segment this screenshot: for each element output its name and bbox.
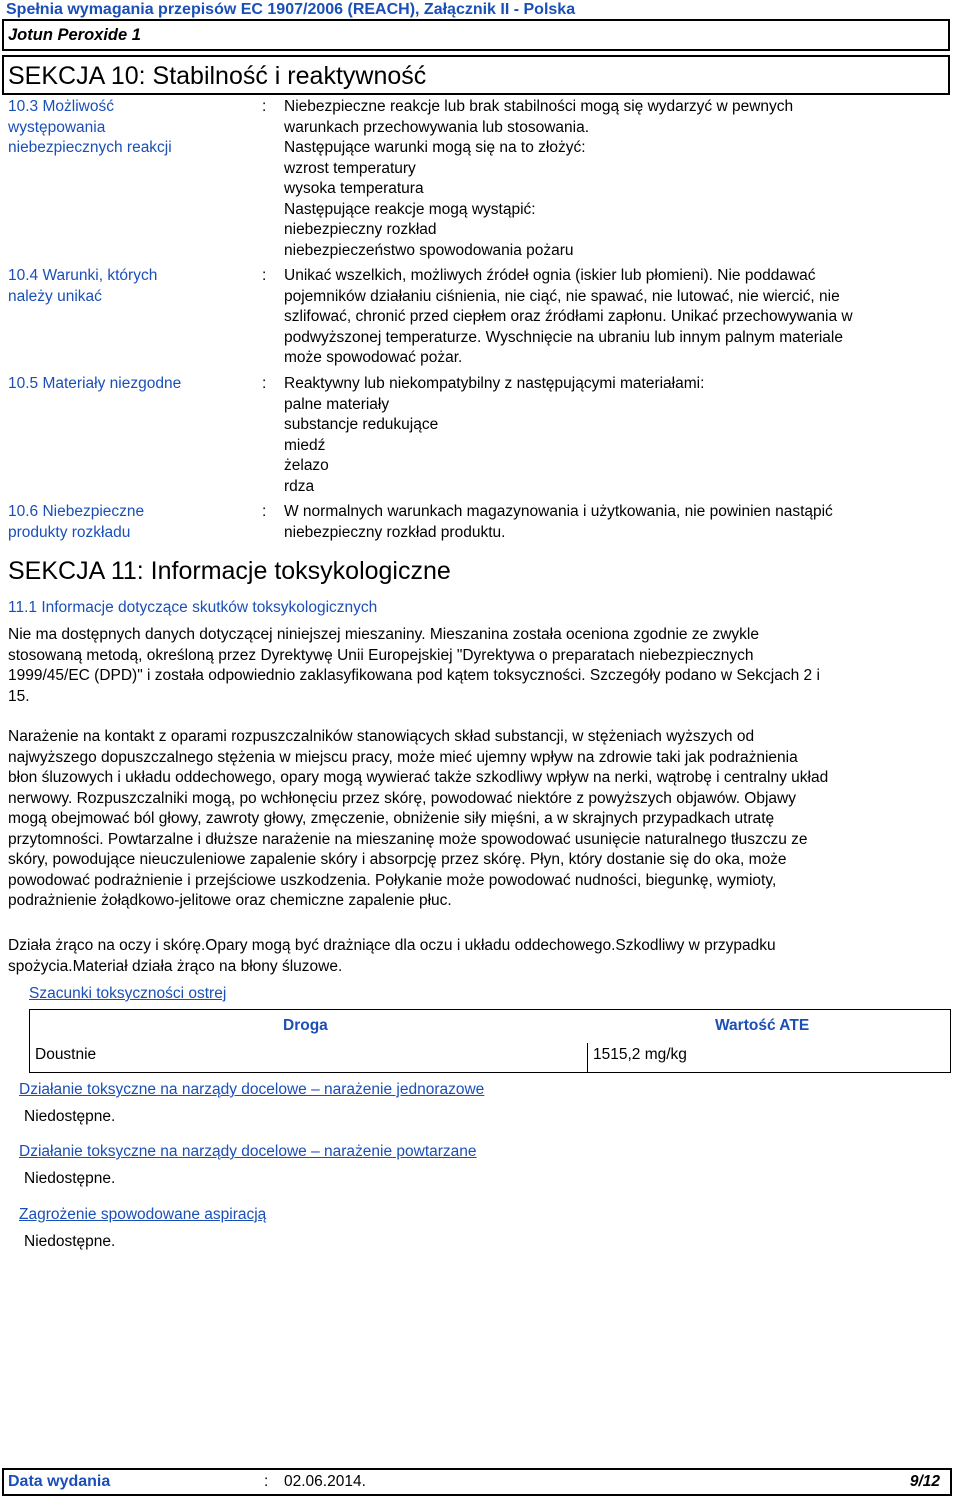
section-10-title: SEKCJA 10: Stabilność i reaktywność [8, 62, 427, 90]
label-10-6: 10.6 Niebezpieczne produkty rozkładu [8, 503, 145, 541]
footer-date-label: Data wydania [8, 1473, 111, 1490]
footer-box [2, 1468, 952, 1496]
table-header-ate: Wartość ATE [715, 1017, 810, 1034]
table-cell-route: Doustnie [35, 1046, 97, 1063]
colon-10-3: : [262, 98, 267, 115]
text-10-4: Unikać wszelkich, możliwych źródeł ognia (iskier lub płomieni). Nie poddawać pojemników działaniu ciśnienia, nie ciąć, nie spawać, nie lutować, nie wiercić, nie szlifować, chronić przed ciepłem oraz źródłami zapłonu. Unikać przechowywania w podwyższonej temperaturze. Wyschnięcie na ubraniu lub innym palnym materiale może spowodować pożar. [284, 267, 853, 366]
colon-10-5: : [262, 375, 267, 392]
stot-repeated-value: Niedostępne. [24, 1170, 116, 1187]
paragraph-exposure: Narażenie na kontakt z oparami rozpuszczalników stanowiących skład substancji, w stężeniach wyższych od najwyższego dopuszczalnego stężenia w miejscu pracy, może mieć ujemny wpływ na zdrowie taki jak podrażnienia błon śluzowych i układu oddechowego, opary mogą wywierać także szkodliwy wpływ na nerki, wątrobę i centralny układ nerwowy. Rozpuszczalniki mogą, po wchłonęciu przez skórę, powodować niektóre z powyższych objawów. Objawy mogą obejmować ból głowy, zawroty głowy, zmęczenie, obniżenie siły mięśni, a w skrajnych przypadkach utratę przytomności. Powtarzalne i dłuższe narażenie na mieszaninę może spowodować usunięcie naturalnego tłuszczu ze skóry, powodujące nieuczuleniowe zapalenie skóry i absorpcję przez skórę. Płyn, który dostanie się do oka, może powodować podrażnienie i przejściowe uszkodzenia. Połykanie może powodować nudności, biegunkę, wymioty, podrażnienie żołądkowo-jelitowe oraz chemiczne zapalenie płuc. [8, 728, 829, 909]
colon-10-6: : [262, 503, 267, 520]
aspiration-value: Niedostępne. [24, 1233, 116, 1250]
section-11-title: SEKCJA 11: Informacje toksykologiczne [8, 557, 451, 585]
acute-toxicity-heading: Szacunki toksyczności ostrej [29, 985, 227, 1002]
label-10-5: 10.5 Materiały niezgodne [8, 375, 182, 392]
table-cell-ate: 1515,2 mg/kg [593, 1046, 687, 1063]
table-cell-divider [587, 1043, 588, 1073]
paragraph-general: Nie ma dostępnych danych dotyczącej niniejszej mieszaniny. Mieszanina została oceniona zgodnie ze zwykle stosowaną metodą, określoną przez Dyrektywę Unii Europejskiej "Dyrektywa o preparatach niebezpiecznych 1999/45/EC (DPD)" i została odpowiednio zaklasyfikowana pod kątem toksyczności. Szczegóły podano w Sekcjach 2 i 15. [8, 626, 820, 705]
footer-colon: : [264, 1473, 269, 1490]
text-10-5: Reaktywny lub niekompatybilny z następującymi materiałami: palne materiały substancje redukujące miedź żelazo rdza [284, 375, 705, 495]
section-11-1-subtitle: 11.1 Informacje dotyczące skutków toksykologicznych [8, 599, 378, 616]
text-10-3: Niebezpieczne reakcje lub brak stabilności mogą się wydarzyć w pewnych warunkach przechowywania lub stosowania. Następujące warunki mogą się na to złożyć: wzrost temperatury wysoka temperatura Następujące reakcje mogą wystąpić: niebezpieczny rozkład niebezpieczeństwo spowodowania pożaru [284, 98, 794, 259]
stot-repeated-heading: Działanie toksyczne na narządy docelowe – narażenie powtarzane [19, 1143, 477, 1160]
product-name: Jotun Peroxide 1 [8, 26, 141, 44]
aspiration-heading: Zagrożenie spowodowane aspiracją [19, 1206, 267, 1223]
text-10-6: W normalnych warunkach magazynowania i użytkowania, nie powinien nastąpić niebezpieczny rozkład produktu. [284, 503, 833, 541]
paragraph-corrosive: Działa żrąco na oczy i skórę.Opary mogą być drażniące dla oczu i układu oddechowego.Szkodliwy w przypadku spożycia.Materiał działa żrąco na błony śluzowe. [8, 937, 776, 975]
label-10-4: 10.4 Warunki, których należy unikać [8, 267, 158, 305]
product-name-box [2, 19, 950, 51]
footer-date-value: 02.06.2014. [284, 1473, 366, 1490]
stot-single-value: Niedostępne. [24, 1108, 116, 1125]
colon-10-4: : [262, 267, 267, 284]
stot-single-heading: Działanie toksyczne na narządy docelowe – narażenie jednorazowe [19, 1081, 485, 1098]
acute-toxicity-table [29, 1009, 951, 1073]
label-10-3: 10.3 Możliwość występowania niebezpiecznych reakcji [8, 98, 172, 156]
footer-page-number: 9/12 [909, 1473, 940, 1490]
document-header-title: Spełnia wymagania przepisów EC 1907/2006 (REACH), Załącznik II - Polska [6, 1, 576, 18]
table-header-route: Droga [283, 1017, 328, 1034]
